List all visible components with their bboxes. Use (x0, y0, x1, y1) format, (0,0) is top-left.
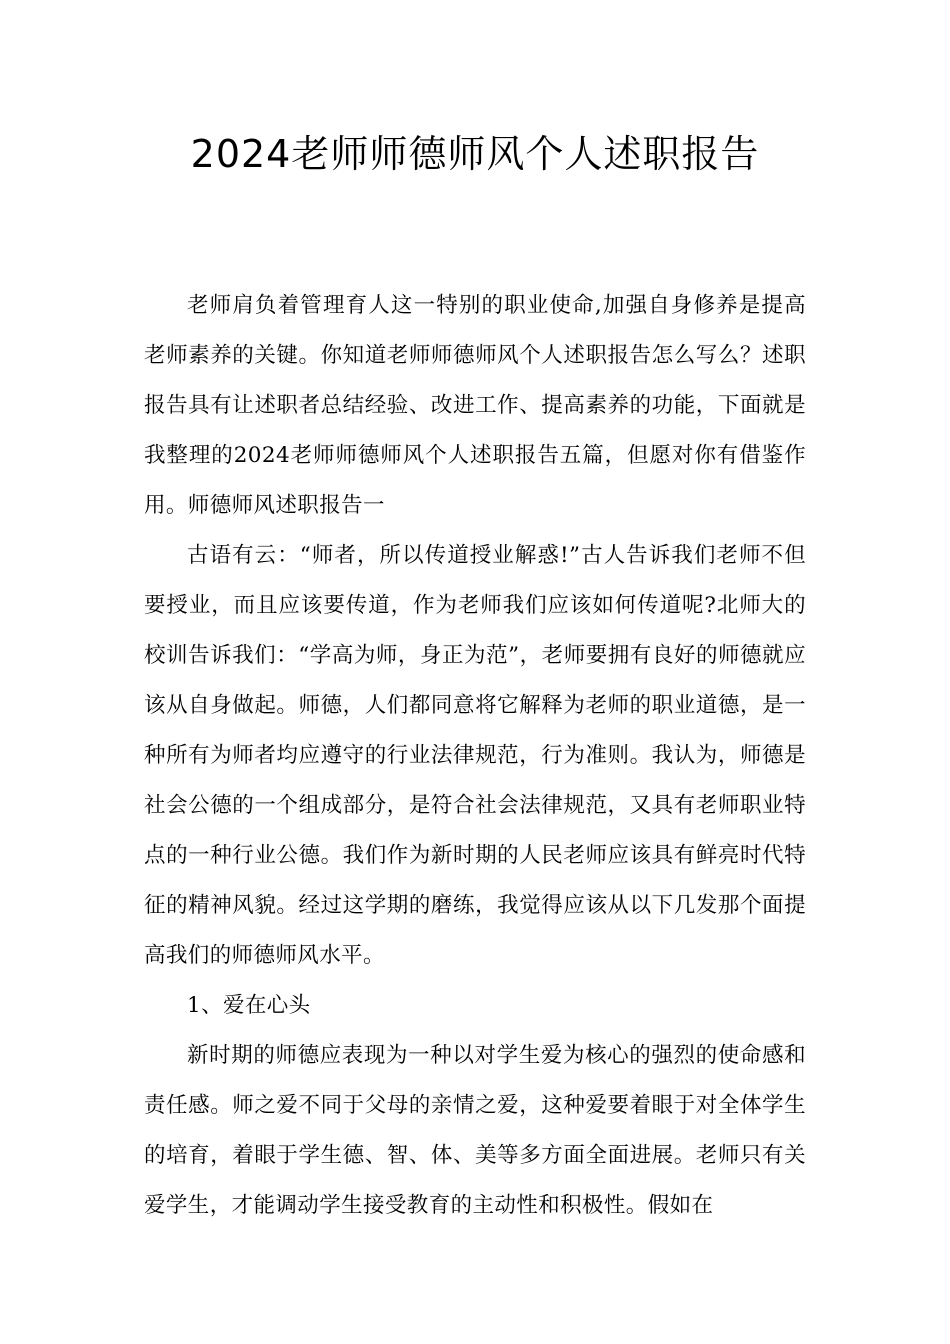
paragraph-ancient-saying: 古语有云：“师者，所以传道授业解惑!”古人告诉我们老师不但要授业，而且应该要传道，作为老师我们应该如何传道呢?北师大的校训告诉我们：“学高为师，身正为范”，老师要拥有良好的师德就应该从自身做起。师德，人们都同意将它解释为老师的职业道德，是一种所有为师者均应遵守的行业法律规范，行为准则。我认为，师德是社会公德的一个组成部分，是符合社会法律规范，又具有老师职业特点的一种行业公德。我们作为新时期的人民老师应该具有鲜亮时代特征的精神风貌。经过这学期的磨练，我觉得应该从以下几发那个面提高我们的师德师风水平。 (144, 543, 806, 968)
document-title: 2024老师师德师风个人述职报告 (190, 132, 760, 176)
paragraph-intro: 老师肩负着管理育人这一特别的职业使命,加强自身修养是提高老师素养的关键。你知道老师师德师风个人述职报告怎么写么？述职报告具有让述职者总结经验、改进工作、提高素养的功能，下面就是我整理的2024老师师德师风个人述职报告五篇，但愿对你有借鉴作用。师德师风述职报告一 (144, 293, 806, 518)
paragraph-love: 新时期的师德应表现为一种以对学生爱为核心的强烈的使命感和责任感。师之爱不同于父母的亲情之爱，这种爱要着眼于对全体学生的培育，着眼于学生德、智、体、美等多方面全面进展。老师只有关爱学生，才能调动学生接受教育的主动性和积极性。假如在 (144, 1043, 806, 1218)
document-body (144, 281, 806, 1231)
section-heading-love: 1、爱在心头 (187, 993, 311, 1018)
